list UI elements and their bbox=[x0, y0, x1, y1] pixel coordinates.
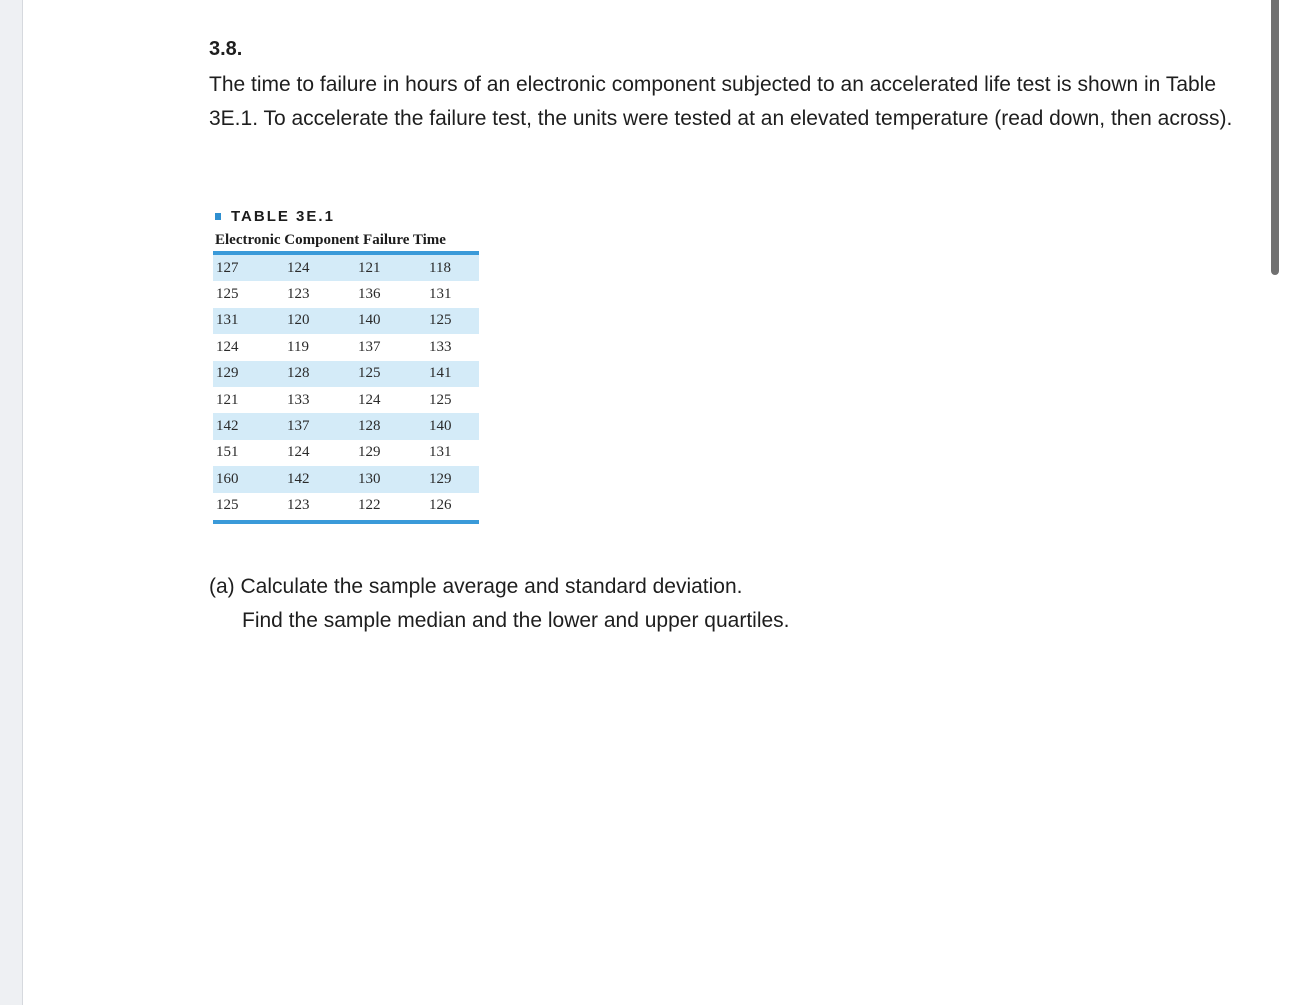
table-cell: 142 bbox=[213, 413, 284, 439]
table-row bbox=[213, 334, 479, 360]
table-cell: 131 bbox=[429, 444, 452, 461]
caption-square-icon bbox=[215, 213, 221, 220]
table-figure bbox=[213, 205, 479, 524]
table-cell: 124 bbox=[284, 255, 355, 281]
table-cell: 137 bbox=[284, 413, 355, 439]
table-cell: 130 bbox=[355, 466, 426, 492]
table-cell: 131 bbox=[213, 308, 284, 334]
table-bottom-rule bbox=[213, 520, 479, 524]
table-row bbox=[213, 413, 479, 439]
vertical-scrollbar[interactable] bbox=[1271, 0, 1279, 275]
table-cell: 126 bbox=[429, 497, 452, 514]
question-block bbox=[209, 570, 790, 638]
table-cell: 142 bbox=[284, 466, 355, 492]
table-cell: 120 bbox=[284, 308, 355, 334]
table-cell: 122 bbox=[358, 497, 381, 514]
table-subtitle: Electronic Component Failure Time bbox=[215, 232, 446, 248]
table-row bbox=[213, 308, 479, 334]
table-row bbox=[213, 281, 479, 307]
table-cell: 131 bbox=[429, 286, 452, 303]
question-part-a: (a) Calculate the sample average and standard deviation. bbox=[209, 575, 743, 598]
table-row bbox=[213, 387, 479, 413]
table-cell: 140 bbox=[426, 413, 479, 439]
table-row bbox=[213, 361, 479, 387]
table-cell: 125 bbox=[216, 497, 239, 514]
table-cell: 125 bbox=[426, 308, 479, 334]
table-cell: 128 bbox=[355, 413, 426, 439]
table-cell: 151 bbox=[216, 444, 239, 461]
table-cell: 129 bbox=[358, 444, 381, 461]
failure-time-table bbox=[213, 255, 479, 519]
table-cell: 141 bbox=[426, 361, 479, 387]
question-part-b: Find the sample median and the lower and upper quartiles. bbox=[242, 609, 790, 632]
table-cell: 128 bbox=[284, 361, 355, 387]
table-cell: 137 bbox=[358, 338, 381, 355]
problem-statement: The time to failure in hours of an electronic component subjected to an accelerated life test is shown in Table 3E.1. To accelerate the failure test, the units were tested at an elevated temperature (read down, then across). bbox=[209, 73, 1233, 130]
table-cell: 133 bbox=[287, 391, 310, 408]
table-cell: 121 bbox=[355, 255, 426, 281]
table-cell: 136 bbox=[358, 286, 381, 303]
problem-number: 3.8. bbox=[209, 38, 243, 60]
table-caption-label: TABLE 3E.1 bbox=[231, 207, 335, 225]
table-cell: 140 bbox=[355, 308, 426, 334]
table-cell: 121 bbox=[216, 391, 239, 408]
table-cell: 119 bbox=[287, 338, 309, 355]
left-gutter bbox=[0, 0, 23, 1005]
table-cell: 125 bbox=[429, 391, 452, 408]
table-cell: 124 bbox=[216, 338, 239, 355]
table-row bbox=[213, 255, 479, 281]
table-cell: 127 bbox=[213, 255, 284, 281]
table-cell: 123 bbox=[287, 497, 310, 514]
table-caption bbox=[213, 205, 479, 227]
table-cell: 118 bbox=[426, 255, 479, 281]
table-cell: 129 bbox=[426, 466, 479, 492]
table-cell: 133 bbox=[429, 338, 452, 355]
table-cell: 129 bbox=[213, 361, 284, 387]
table-row bbox=[213, 440, 479, 466]
table-row bbox=[213, 466, 479, 492]
table-cell: 125 bbox=[355, 361, 426, 387]
table-cell: 124 bbox=[358, 391, 381, 408]
table-cell: 124 bbox=[287, 444, 310, 461]
table-cell: 160 bbox=[213, 466, 284, 492]
table-cell: 125 bbox=[216, 286, 239, 303]
table-row bbox=[213, 493, 479, 519]
table-cell: 123 bbox=[287, 286, 310, 303]
